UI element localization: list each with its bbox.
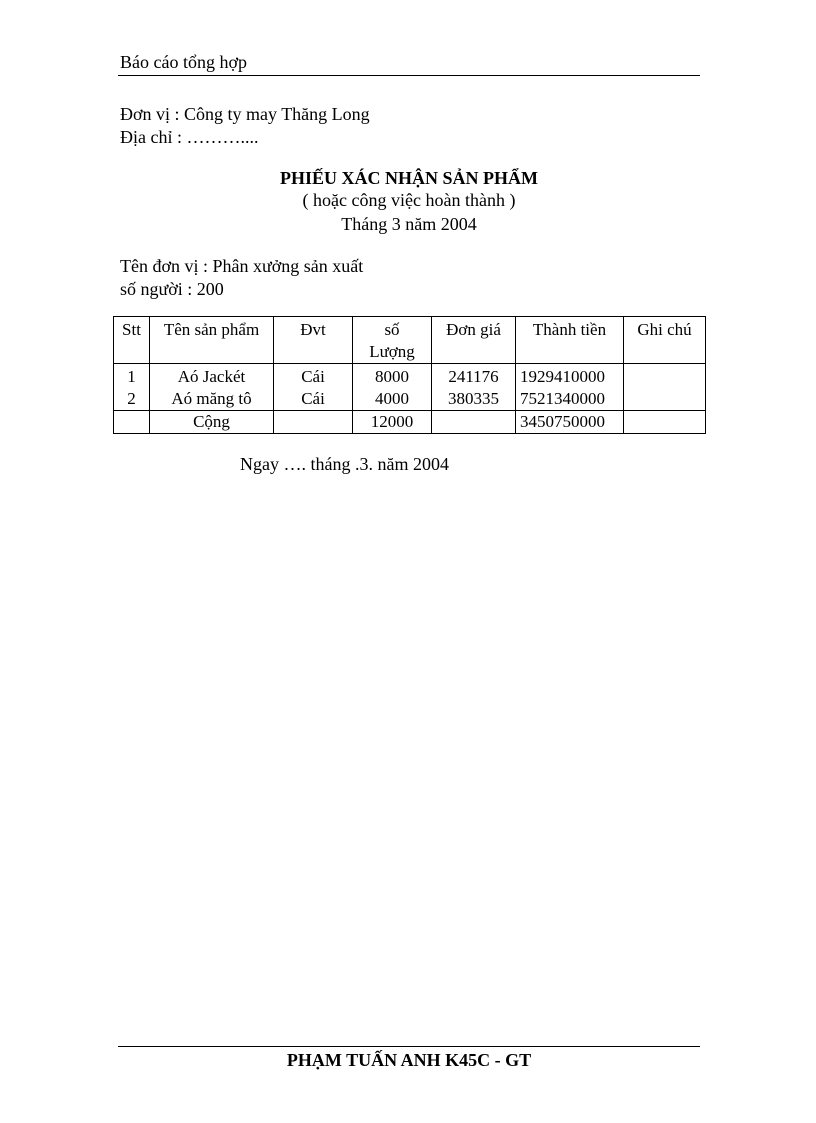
document-title: PHIẾU XÁC NHẬN SẢN PHẨM (280, 168, 538, 188)
header-product: Tên sản phẩm (150, 317, 274, 364)
document-period: Tháng 3 năm 2004 (341, 214, 477, 234)
cell-unit: Cái (274, 388, 353, 411)
cell-quantity: 4000 (353, 388, 432, 411)
cell-total-label: Cộng (150, 411, 274, 434)
header-quantity-line2: Lượng (369, 342, 415, 361)
cell-total-stt (114, 411, 150, 434)
cell-stt: 1 (114, 364, 150, 389)
header-divider (118, 75, 700, 76)
document-subtitle: ( hoặc công việc hoàn thành ) (302, 190, 516, 210)
table-header-row (114, 317, 706, 364)
cell-note (624, 388, 706, 411)
report-header: Báo cáo tổng hợp (120, 52, 247, 72)
cell-unit: Cái (274, 364, 353, 389)
cell-amount: 1929410000 (516, 364, 624, 389)
footer-author: PHẠM TUẤN ANH K45C - GT (286, 1050, 532, 1070)
cell-stt: 2 (114, 388, 150, 411)
header-quantity (353, 317, 432, 364)
cell-total-unit (274, 411, 353, 434)
cell-quantity: 8000 (353, 364, 432, 389)
cell-total-amount: 3450750000 (516, 411, 624, 434)
org-address: Địa chỉ : ……….... (120, 127, 259, 147)
headcount: số người : 200 (120, 279, 224, 299)
header-stt: Stt (114, 317, 150, 364)
product-table (113, 316, 706, 434)
cell-unit-price: 380335 (432, 388, 516, 411)
header-quantity-line1: số (384, 320, 400, 339)
cell-product: Aó Jackét (150, 364, 274, 389)
cell-total-note (624, 411, 706, 434)
header-unit: Đvt (274, 317, 353, 364)
cell-total-quantity: 12000 (353, 411, 432, 434)
cell-product: Aó măng tô (150, 388, 274, 411)
cell-note (624, 364, 706, 389)
header-amount: Thành tiền (516, 317, 624, 364)
department-name: Tên đơn vị : Phân xưởng sản xuất (120, 256, 364, 276)
cell-amount: 7521340000 (516, 388, 624, 411)
footer-divider (118, 1046, 700, 1047)
cell-unit-price: 241176 (432, 364, 516, 389)
org-unit: Đơn vị : Công ty may Thăng Long (120, 104, 370, 124)
header-unit-price: Đơn giá (432, 317, 516, 364)
header-note: Ghi chú (624, 317, 706, 364)
date-line: Ngay …. tháng .3. năm 2004 (240, 454, 449, 474)
table-total-row (114, 411, 706, 434)
cell-total-unit-price (432, 411, 516, 434)
table-row (114, 364, 706, 389)
table-row (114, 388, 706, 411)
